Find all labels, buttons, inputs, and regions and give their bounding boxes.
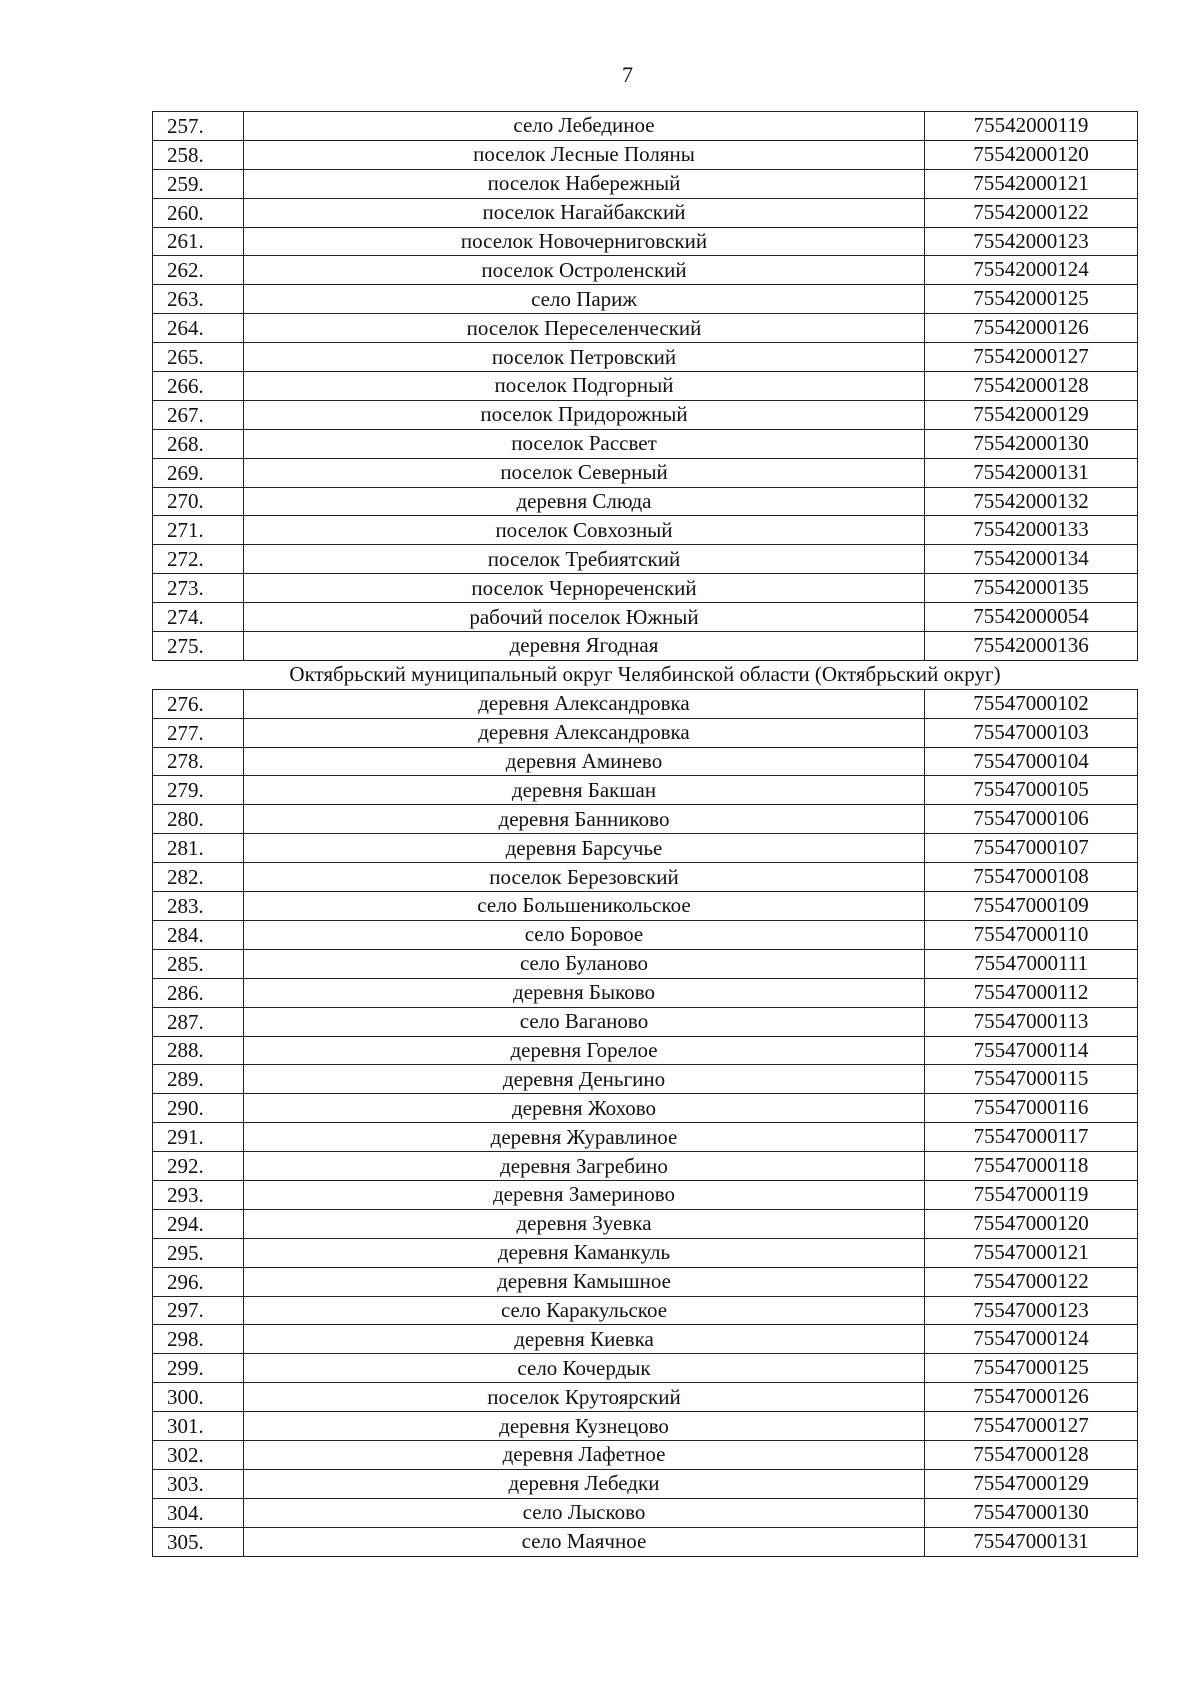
oktmo-code: 75542000130 [925, 429, 1138, 458]
table-row [153, 1036, 1138, 1065]
table-row [153, 1065, 1138, 1094]
oktmo-code: 75547000117 [925, 1123, 1138, 1152]
settlement-name: село Лебединое [244, 112, 925, 141]
table-row [153, 1354, 1138, 1383]
settlement-name: деревня Слюда [244, 487, 925, 516]
table-row [153, 1498, 1138, 1527]
settlement-name: деревня Жохово [244, 1094, 925, 1123]
table-row [153, 314, 1138, 343]
table-row [153, 1527, 1138, 1556]
oktmo-code: 75542000123 [925, 227, 1138, 256]
oktmo-code: 75547000111 [925, 949, 1138, 978]
oktmo-code: 75547000114 [925, 1036, 1138, 1065]
settlement-name: поселок Остроленский [244, 256, 925, 285]
settlement-name: поселок Требиятский [244, 545, 925, 574]
table-row [153, 574, 1138, 603]
row-number: 268. [153, 429, 244, 458]
row-number: 269. [153, 458, 244, 487]
oktmo-code: 75542000125 [925, 285, 1138, 314]
section-header-row [153, 660, 1138, 689]
table-row [153, 1383, 1138, 1412]
row-number: 261. [153, 227, 244, 256]
settlement-name: деревня Банниково [244, 805, 925, 834]
table-row [153, 1267, 1138, 1296]
oktmo-code: 75547000130 [925, 1498, 1138, 1527]
row-number: 273. [153, 574, 244, 603]
table-row [153, 140, 1138, 169]
oktmo-code: 75547000120 [925, 1209, 1138, 1238]
row-number: 288. [153, 1036, 244, 1065]
row-number: 283. [153, 892, 244, 921]
table-row [153, 1094, 1138, 1123]
settlement-name: деревня Киевка [244, 1325, 925, 1354]
settlement-name: село Буланово [244, 949, 925, 978]
oktmo-code: 75542000128 [925, 372, 1138, 401]
table-row [153, 169, 1138, 198]
table-row [153, 112, 1138, 141]
oktmo-code: 75542000124 [925, 256, 1138, 285]
settlement-name: поселок Северный [244, 458, 925, 487]
oktmo-code: 75542000132 [925, 487, 1138, 516]
row-number: 302. [153, 1440, 244, 1469]
row-number: 303. [153, 1469, 244, 1498]
oktmo-code: 75542000054 [925, 603, 1138, 632]
table-row [153, 603, 1138, 632]
row-number: 294. [153, 1209, 244, 1238]
settlement-name: село Париж [244, 285, 925, 314]
oktmo-code: 75547000113 [925, 1007, 1138, 1036]
table-row [153, 198, 1138, 227]
oktmo-code: 75542000126 [925, 314, 1138, 343]
settlement-name: деревня Зуевка [244, 1209, 925, 1238]
oktmo-code: 75547000124 [925, 1325, 1138, 1354]
settlement-name: поселок Рассвет [244, 429, 925, 458]
row-number: 293. [153, 1180, 244, 1209]
row-number: 258. [153, 140, 244, 169]
oktmo-code: 75547000122 [925, 1267, 1138, 1296]
settlement-name: поселок Переселенческий [244, 314, 925, 343]
row-number: 266. [153, 372, 244, 401]
table-row [153, 256, 1138, 285]
settlement-name: деревня Бакшан [244, 776, 925, 805]
settlement-name: село Лысково [244, 1498, 925, 1527]
row-number: 260. [153, 198, 244, 227]
oktmo-code: 75547000108 [925, 863, 1138, 892]
settlement-name: деревня Быково [244, 978, 925, 1007]
oktmo-code: 75547000105 [925, 776, 1138, 805]
row-number: 277. [153, 718, 244, 747]
table-row [153, 776, 1138, 805]
settlement-name: село Маячное [244, 1527, 925, 1556]
table-row [153, 516, 1138, 545]
table-row [153, 1440, 1138, 1469]
settlement-name: деревня Ягодная [244, 632, 925, 661]
settlement-name: рабочий поселок Южный [244, 603, 925, 632]
settlement-name: поселок Петровский [244, 343, 925, 372]
table-row [153, 863, 1138, 892]
row-number: 276. [153, 689, 244, 718]
section-title: Октябрьский муниципальный округ Челябинской области (Октябрьский округ) [153, 660, 1138, 689]
settlement-name: деревня Александровка [244, 689, 925, 718]
settlement-name: деревня Александровка [244, 718, 925, 747]
settlement-name: поселок Придорожный [244, 400, 925, 429]
row-number: 299. [153, 1354, 244, 1383]
table-row [153, 429, 1138, 458]
settlement-name: поселок Чернореченский [244, 574, 925, 603]
oktmo-code: 75547000104 [925, 747, 1138, 776]
oktmo-code: 75547000116 [925, 1094, 1138, 1123]
settlement-name: деревня Загребино [244, 1152, 925, 1181]
oktmo-code: 75547000103 [925, 718, 1138, 747]
row-number: 282. [153, 863, 244, 892]
table-row [153, 747, 1138, 776]
row-number: 272. [153, 545, 244, 574]
row-number: 265. [153, 343, 244, 372]
row-number: 287. [153, 1007, 244, 1036]
row-number: 304. [153, 1498, 244, 1527]
table-row [153, 949, 1138, 978]
row-number: 262. [153, 256, 244, 285]
row-number: 301. [153, 1412, 244, 1441]
oktmo-code: 75547000121 [925, 1238, 1138, 1267]
row-number: 263. [153, 285, 244, 314]
settlement-name: деревня Камышное [244, 1267, 925, 1296]
row-number: 270. [153, 487, 244, 516]
oktmo-code: 75547000126 [925, 1383, 1138, 1412]
settlement-name: село Каракульское [244, 1296, 925, 1325]
oktmo-code: 75542000135 [925, 574, 1138, 603]
oktmo-code: 75547000129 [925, 1469, 1138, 1498]
oktmo-code: 75547000106 [925, 805, 1138, 834]
settlement-name: село Ваганово [244, 1007, 925, 1036]
table-row [153, 718, 1138, 747]
row-number: 305. [153, 1527, 244, 1556]
row-number: 286. [153, 978, 244, 1007]
oktmo-code: 75542000119 [925, 112, 1138, 141]
row-number: 296. [153, 1267, 244, 1296]
row-number: 285. [153, 949, 244, 978]
row-number: 281. [153, 834, 244, 863]
settlement-name: деревня Деньгино [244, 1065, 925, 1094]
row-number: 279. [153, 776, 244, 805]
settlement-name: деревня Лафетное [244, 1440, 925, 1469]
table-row [153, 1412, 1138, 1441]
oktmo-code: 75547000127 [925, 1412, 1138, 1441]
row-number: 274. [153, 603, 244, 632]
row-number: 259. [153, 169, 244, 198]
oktmo-code: 75547000110 [925, 920, 1138, 949]
oktmo-code: 75547000102 [925, 689, 1138, 718]
row-number: 278. [153, 747, 244, 776]
oktmo-code: 75542000120 [925, 140, 1138, 169]
row-number: 271. [153, 516, 244, 545]
table-row [153, 892, 1138, 921]
table-row [153, 1325, 1138, 1354]
table-row [153, 372, 1138, 401]
table-row [153, 400, 1138, 429]
settlement-name: поселок Набережный [244, 169, 925, 198]
oktmo-code: 75542000121 [925, 169, 1138, 198]
settlement-name: деревня Барсучье [244, 834, 925, 863]
settlement-name: деревня Журавлиное [244, 1123, 925, 1152]
oktmo-code: 75547000128 [925, 1440, 1138, 1469]
oktmo-code: 75547000123 [925, 1296, 1138, 1325]
table-row [153, 545, 1138, 574]
settlement-name: поселок Лесные Поляны [244, 140, 925, 169]
settlement-name: поселок Крутоярский [244, 1383, 925, 1412]
oktmo-code: 75542000129 [925, 400, 1138, 429]
table-row [153, 487, 1138, 516]
table-row [153, 1123, 1138, 1152]
settlement-name: деревня Аминево [244, 747, 925, 776]
oktmo-code: 75547000119 [925, 1180, 1138, 1209]
table-row [153, 227, 1138, 256]
row-number: 275. [153, 632, 244, 661]
table-row [153, 689, 1138, 718]
row-number: 289. [153, 1065, 244, 1094]
settlement-name: поселок Новочерниговский [244, 227, 925, 256]
settlement-name: поселок Нагайбакский [244, 198, 925, 227]
table-row [153, 1209, 1138, 1238]
oktmo-code: 75542000127 [925, 343, 1138, 372]
oktmo-code: 75542000134 [925, 545, 1138, 574]
table-row [153, 978, 1138, 1007]
settlements-table [152, 111, 1138, 1557]
row-number: 257. [153, 112, 244, 141]
table-row [153, 1180, 1138, 1209]
table-row [153, 805, 1138, 834]
oktmo-code: 75547000115 [925, 1065, 1138, 1094]
table-row [153, 1296, 1138, 1325]
oktmo-code: 75542000136 [925, 632, 1138, 661]
table-row [153, 1469, 1138, 1498]
oktmo-code: 75547000125 [925, 1354, 1138, 1383]
settlement-name: деревня Замериново [244, 1180, 925, 1209]
settlement-name: поселок Подгорный [244, 372, 925, 401]
row-number: 267. [153, 400, 244, 429]
settlement-name: деревня Горелое [244, 1036, 925, 1065]
table-row [153, 834, 1138, 863]
settlement-name: село Боровое [244, 920, 925, 949]
row-number: 284. [153, 920, 244, 949]
oktmo-code: 75542000131 [925, 458, 1138, 487]
settlement-name: село Кочердык [244, 1354, 925, 1383]
settlement-name: село Большеникольское [244, 892, 925, 921]
table-row [153, 343, 1138, 372]
oktmo-code: 75547000131 [925, 1527, 1138, 1556]
table-row [153, 920, 1138, 949]
table-row [153, 1152, 1138, 1181]
settlement-name: деревня Кузнецово [244, 1412, 925, 1441]
row-number: 295. [153, 1238, 244, 1267]
row-number: 290. [153, 1094, 244, 1123]
oktmo-code: 75547000118 [925, 1152, 1138, 1181]
row-number: 291. [153, 1123, 244, 1152]
page-number: 7 [622, 62, 633, 87]
oktmo-code: 75547000112 [925, 978, 1138, 1007]
oktmo-code: 75547000107 [925, 834, 1138, 863]
settlement-name: деревня Каманкуль [244, 1238, 925, 1267]
oktmo-code: 75542000133 [925, 516, 1138, 545]
row-number: 280. [153, 805, 244, 834]
table-row [153, 1007, 1138, 1036]
table-row [153, 458, 1138, 487]
row-number: 300. [153, 1383, 244, 1412]
row-number: 292. [153, 1152, 244, 1181]
settlement-name: деревня Лебедки [244, 1469, 925, 1498]
table-body [153, 112, 1138, 1557]
oktmo-code: 75542000122 [925, 198, 1138, 227]
table-row [153, 285, 1138, 314]
oktmo-code: 75547000109 [925, 892, 1138, 921]
row-number: 264. [153, 314, 244, 343]
row-number: 298. [153, 1325, 244, 1354]
table-row [153, 1238, 1138, 1267]
settlement-name: поселок Березовский [244, 863, 925, 892]
row-number: 297. [153, 1296, 244, 1325]
table-row [153, 632, 1138, 661]
settlement-name: поселок Совхозный [244, 516, 925, 545]
